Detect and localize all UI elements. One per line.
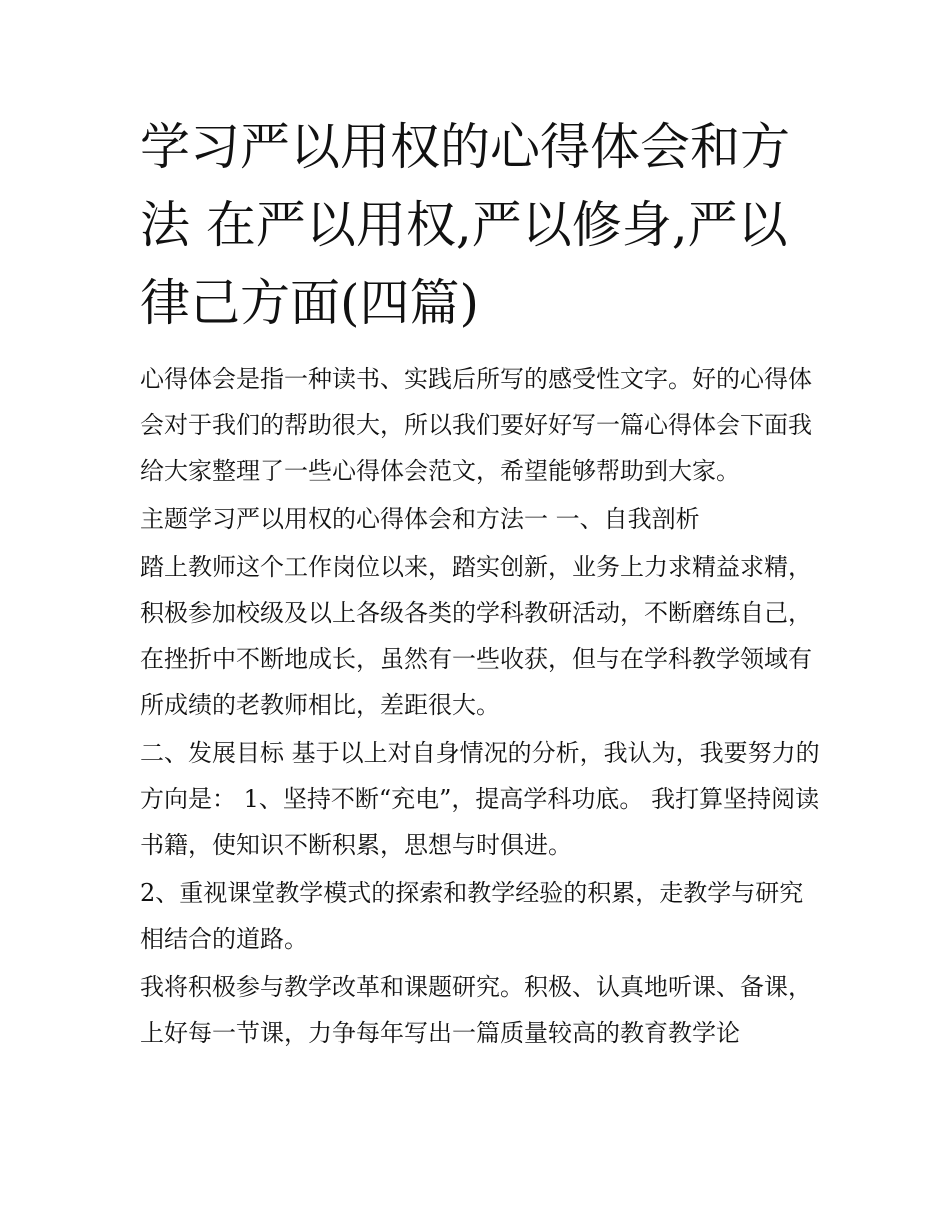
paragraph-intro: 心得体会是指一种读书、实践后所写的感受性文字。好的心得体会对于我们的帮助很大，所以我们要好好写一篇心得体会下面我给大家整理了一些心得体会范文，希望能够帮助到大家。 [140,365,812,485]
paragraph-self-analysis: 踏上教师这个工作岗位以来，踏实创新，业务上力求精益求精，积极参加校级及以上各级各类的学科教研活动，不断磨练自己，在挫折中不断地成长，虽然有一些收获，但与在学科教学领域有所成绩的老教师相比，差距很大。 [140,553,812,719]
document-title: 学习严以用权的心得体会和方法 在严以用权,严以修身,严以律己方面(四篇) [140,118,790,332]
paragraph-goals: 二、发展目标 基于以上对自身情况的分析，我认为，我要努力的方向是： 1、坚持不断“充电”，提高学科功底。 我打算坚持阅读书籍，使知识不断积累，思想与时俱进。 [140,739,820,859]
document-body [140,356,820,1058]
paragraph-reform: 我将积极参与教学改革和课题研究。积极、认真地听课、备课，上好每一节课，力争每年写出一篇质量较高的教育教学论 [140,973,812,1047]
paragraph-teaching-model: 2、重视课堂教学模式的探索和教学经验的积累，走教学与研究相结合的道路。 [140,879,804,953]
paragraph-section-heading: 主题学习严以用权的心得体会和方法一 一、自我剖析 [140,505,700,533]
